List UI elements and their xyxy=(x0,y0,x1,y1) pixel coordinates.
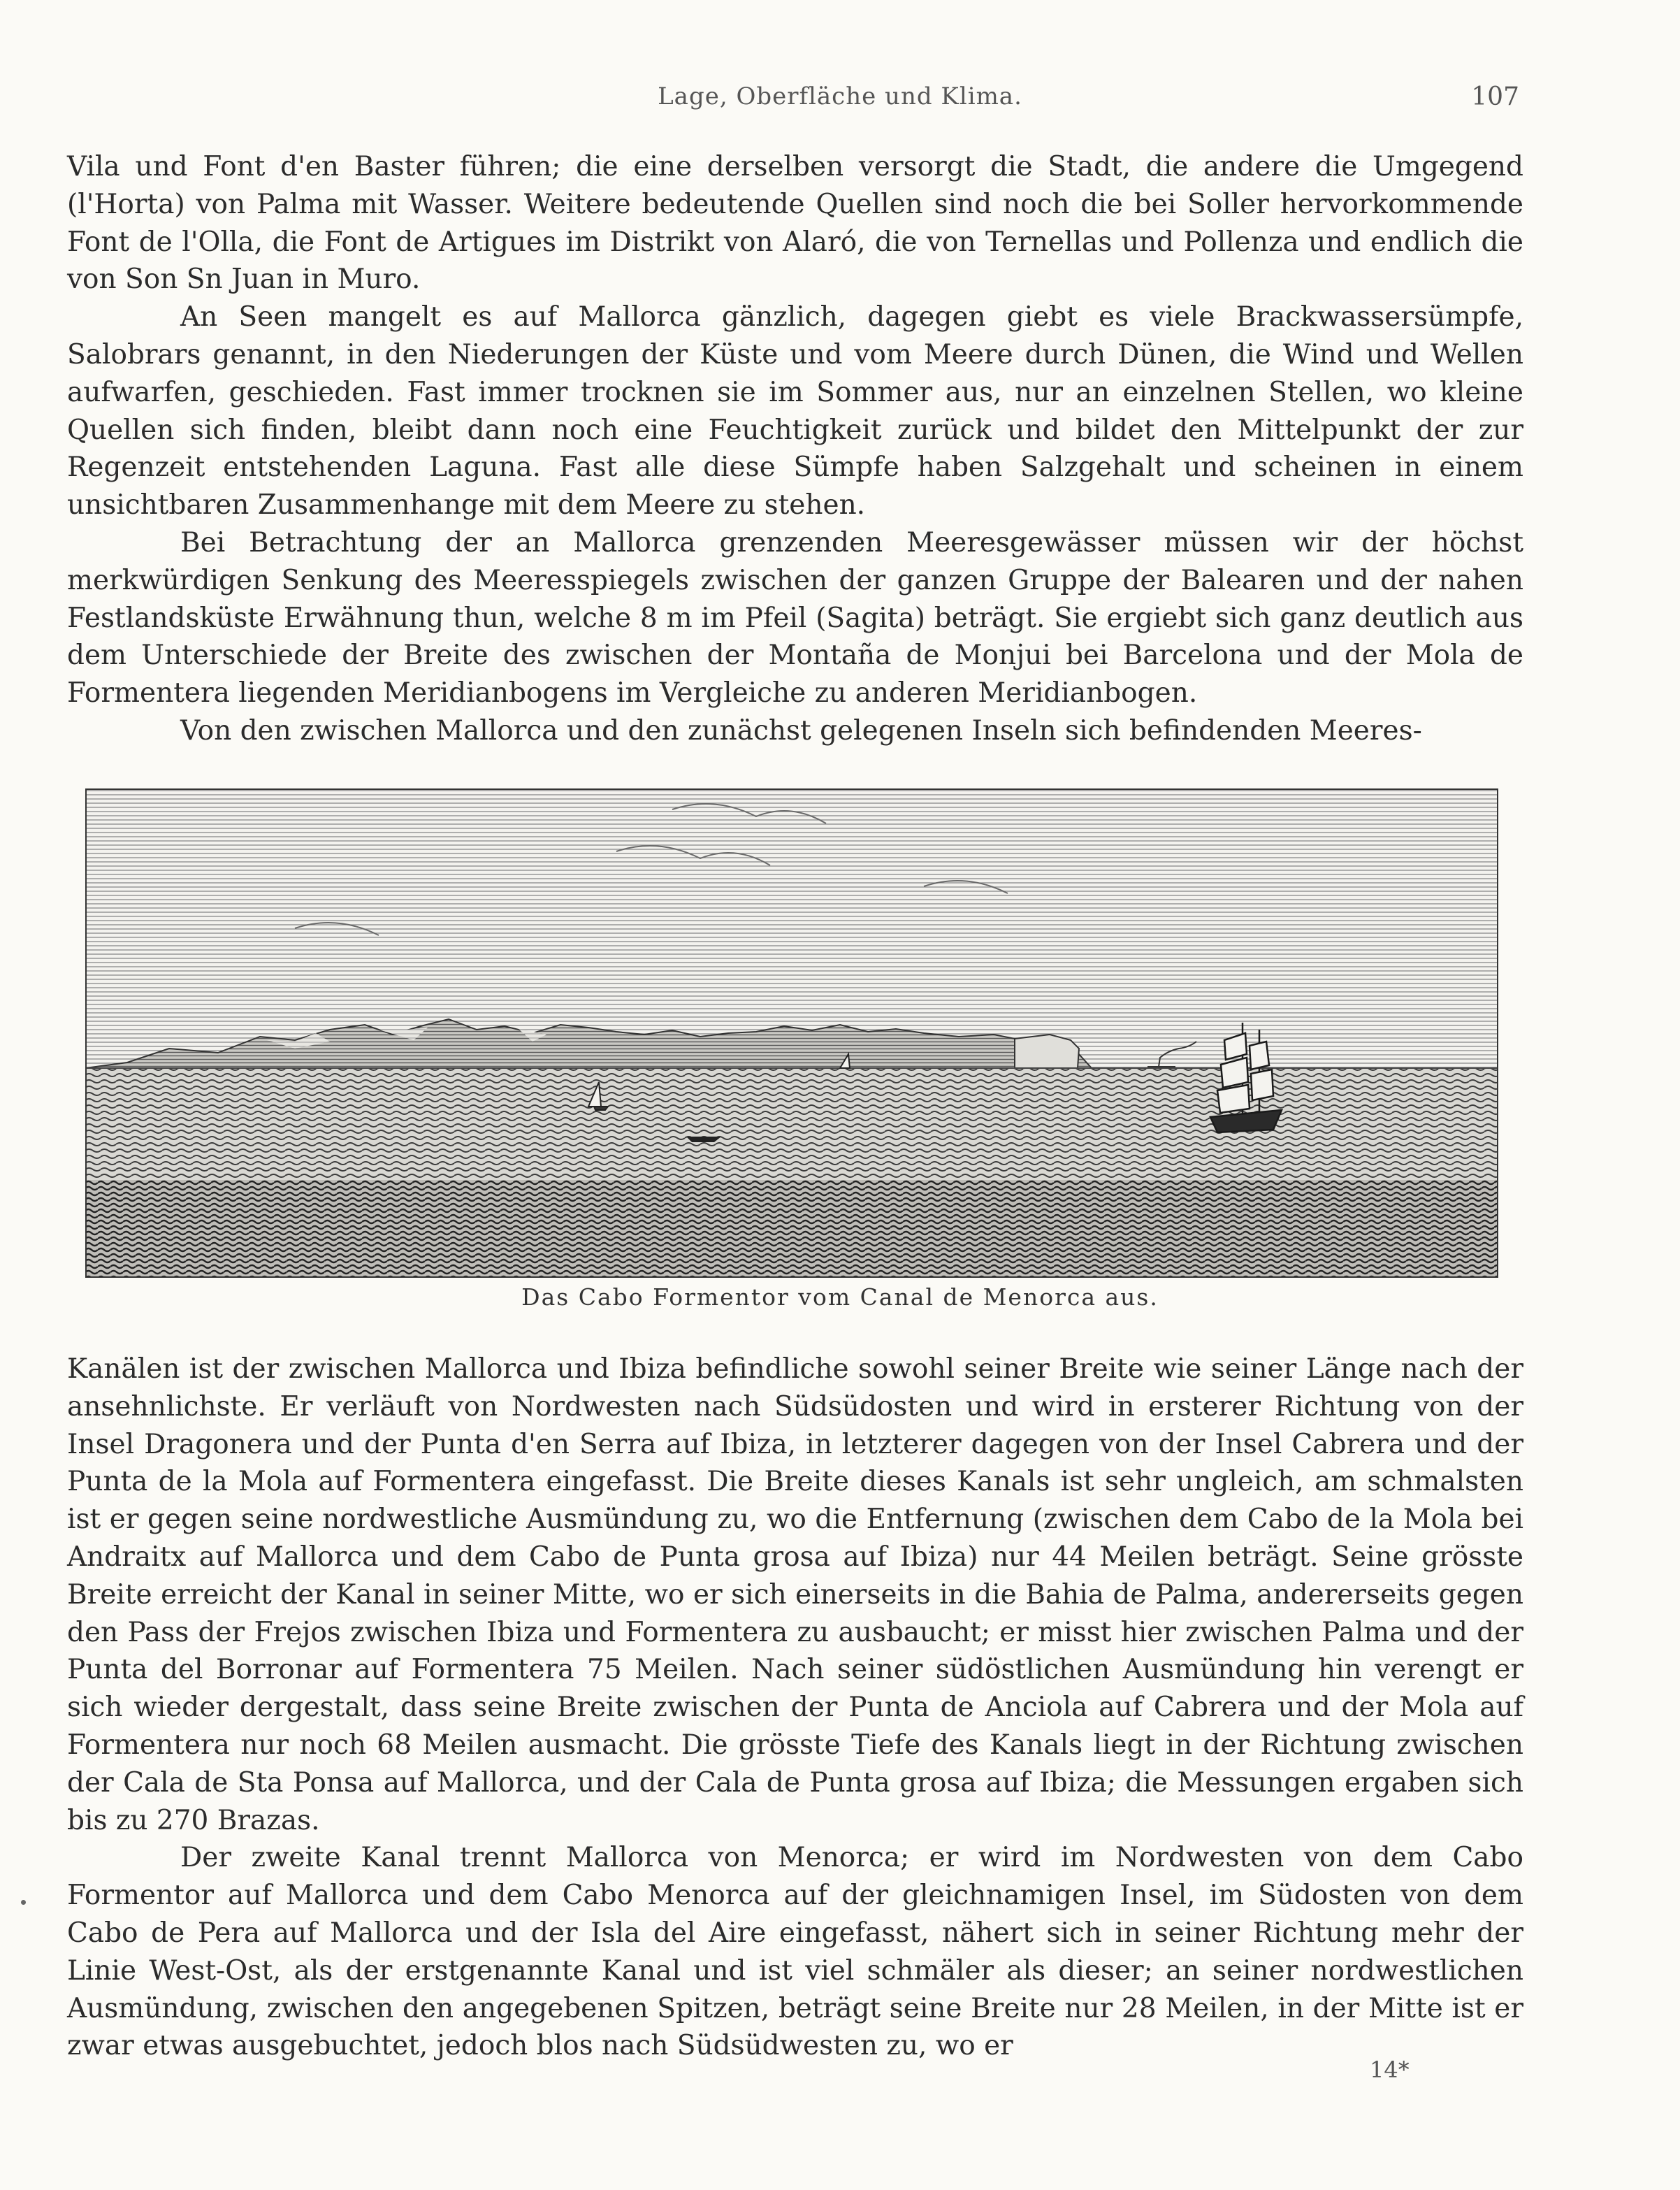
running-header xyxy=(0,82,1680,117)
sea-near-horizon xyxy=(85,1068,1498,1180)
signature-mark: 14* xyxy=(1370,2056,1410,2083)
paragraph: Der zweite Kanal trennt Mallorca von Menorca; er wird im Nordwesten von dem Cabo Formentor auf Mallorca und dem Cabo Menorca auf der gleichnamigen Insel, im Südosten von dem Cabo de Pera auf Mallorca und der Isla del Aire eingefasst, nähert sich in seiner Richtung mehr der Linie West-Ost, als der erstgenannte Kanal und ist viel schmäler als dieser; an seiner nordwestlichen Ausmündung, zwischen den angegebenen Spitzen, beträgt seine Breite nur 28 Meilen, in der Mitte ist er zwar etwas ausgebuchtet, jedoch blos nach Südsüdwesten zu, wo er xyxy=(67,1842,1523,2062)
paragraph: Kanälen ist der zwischen Mallorca und Ibiza befindliche sowohl seiner Breite wie seiner Länge nach der ansehnlichste. Er verläuft von Nordwesten nach Südsüdosten und wird in ersterer Richtung von der Insel Dragonera und der Punta d'en Serra auf Ibiza, in letzterer dagegen von der Insel Cabrera und der Punta de la Mola auf Formentera eingefasst. Die Breite dieses Kanals ist sehr ungleich, am schmalsten ist er gegen seine nordwestliche Ausmündung zu, wo die Entfernung (zwischen dem Cabo de la Mola bei Andraitx auf Mallorca und dem Cabo de Punta grosa auf Ibiza) nur 44 Meilen beträgt. Seine grösste Breite erreicht der Kanal in seiner Mitte, wo er sich einerseits in die Bahia de Palma, andererseits gegen den Pass der Frejos zwischen Ibiza und Formentera zu ausbaucht; er misst hier zwischen Palma und der Punta del Borronar auf Formentera 75 Meilen. Nach seiner südöstlichen Ausmündung hin verengt er sich wieder dergestalt, dass seine Breite zwischen der Punta de Anciola auf Cabrera und der Mola auf Formentera nur noch 68 Meilen ausmacht. Die grösste Tiefe des Kanals liegt in der Richtung zwischen der Cala de Sta Ponsa auf Mallorca, und der Cala de Punta grosa auf Ibiza; die Messungen ergaben sich bis zu 270 Brazas. xyxy=(67,1353,1523,1836)
sea-foreground xyxy=(85,1180,1498,1278)
body-text-top xyxy=(67,148,1523,750)
engraving-illustration xyxy=(85,788,1498,1278)
paragraph: Von den zwischen Mallorca und den zunächst gelegenen Inseln sich befindenden Meeres- xyxy=(180,714,1422,747)
seascape-engraving xyxy=(85,788,1498,1278)
figure-caption: Das Cabo Formentor vom Canal de Menorca aus. xyxy=(521,1283,1159,1311)
headland xyxy=(1015,1035,1079,1068)
paragraph: An Seen mangelt es auf Mallorca gänzlich, dagegen giebt es viele Brackwassersümpfe, Salobrars genannt, in den Niederungen der Küste und vom Meere durch Dünen, die Wind und Wellen aufwarfen, geschieden. Fast immer trocknen sie im Sommer aus, nur an einzelnen Stellen, wo kleine Quellen sich finden, bleibt dann noch eine Feuchtigkeit zurück und bildet den Mittelpunkt der zur Regenzeit entstehenden Laguna. Fast alle diese Sümpfe haben Salzgehalt und scheinen in einem unsichtbaren Zusammenhange mit dem Meere zu stehen. xyxy=(67,301,1523,521)
running-title: Lage, Oberfläche und Klima. xyxy=(658,82,1022,110)
paragraph: Bei Betrachtung der an Mallorca grenzenden Meeresgewässer müssen wir der höchst merkwürdigen Senkung des Meeresspiegels zwischen der ganzen Gruppe der Balearen und der nahen Festlandsküste Erwähnung thun, welche 8 m im Pfeil (Sagita) beträgt. Sie ergiebt sich ganz deutlich aus dem Unterschiede der Breite des zwischen der Montaña de Monjui bei Barcelona und der Mola de Formentera liegenden Meridianbogens im Vergleiche zu anderen Meridianbogen. xyxy=(67,526,1523,709)
margin-mark xyxy=(21,1900,26,1905)
page-number: 107 xyxy=(1471,82,1519,111)
paragraph: Vila und Font d'en Baster führen; die eine derselben versorgt die Stadt, die andere die Umgegend (l'Horta) von Palma mit Wasser. Weitere bedeutende Quellen sind noch die bei Soller hervorkommende Font de l'Olla, die Font de Artigues im Distrikt von Alaró, die von Ternellas und Pollenza und endlich die von Son Sn Juan in Muro. xyxy=(67,151,1523,296)
body-text-bottom xyxy=(67,1350,1523,2065)
